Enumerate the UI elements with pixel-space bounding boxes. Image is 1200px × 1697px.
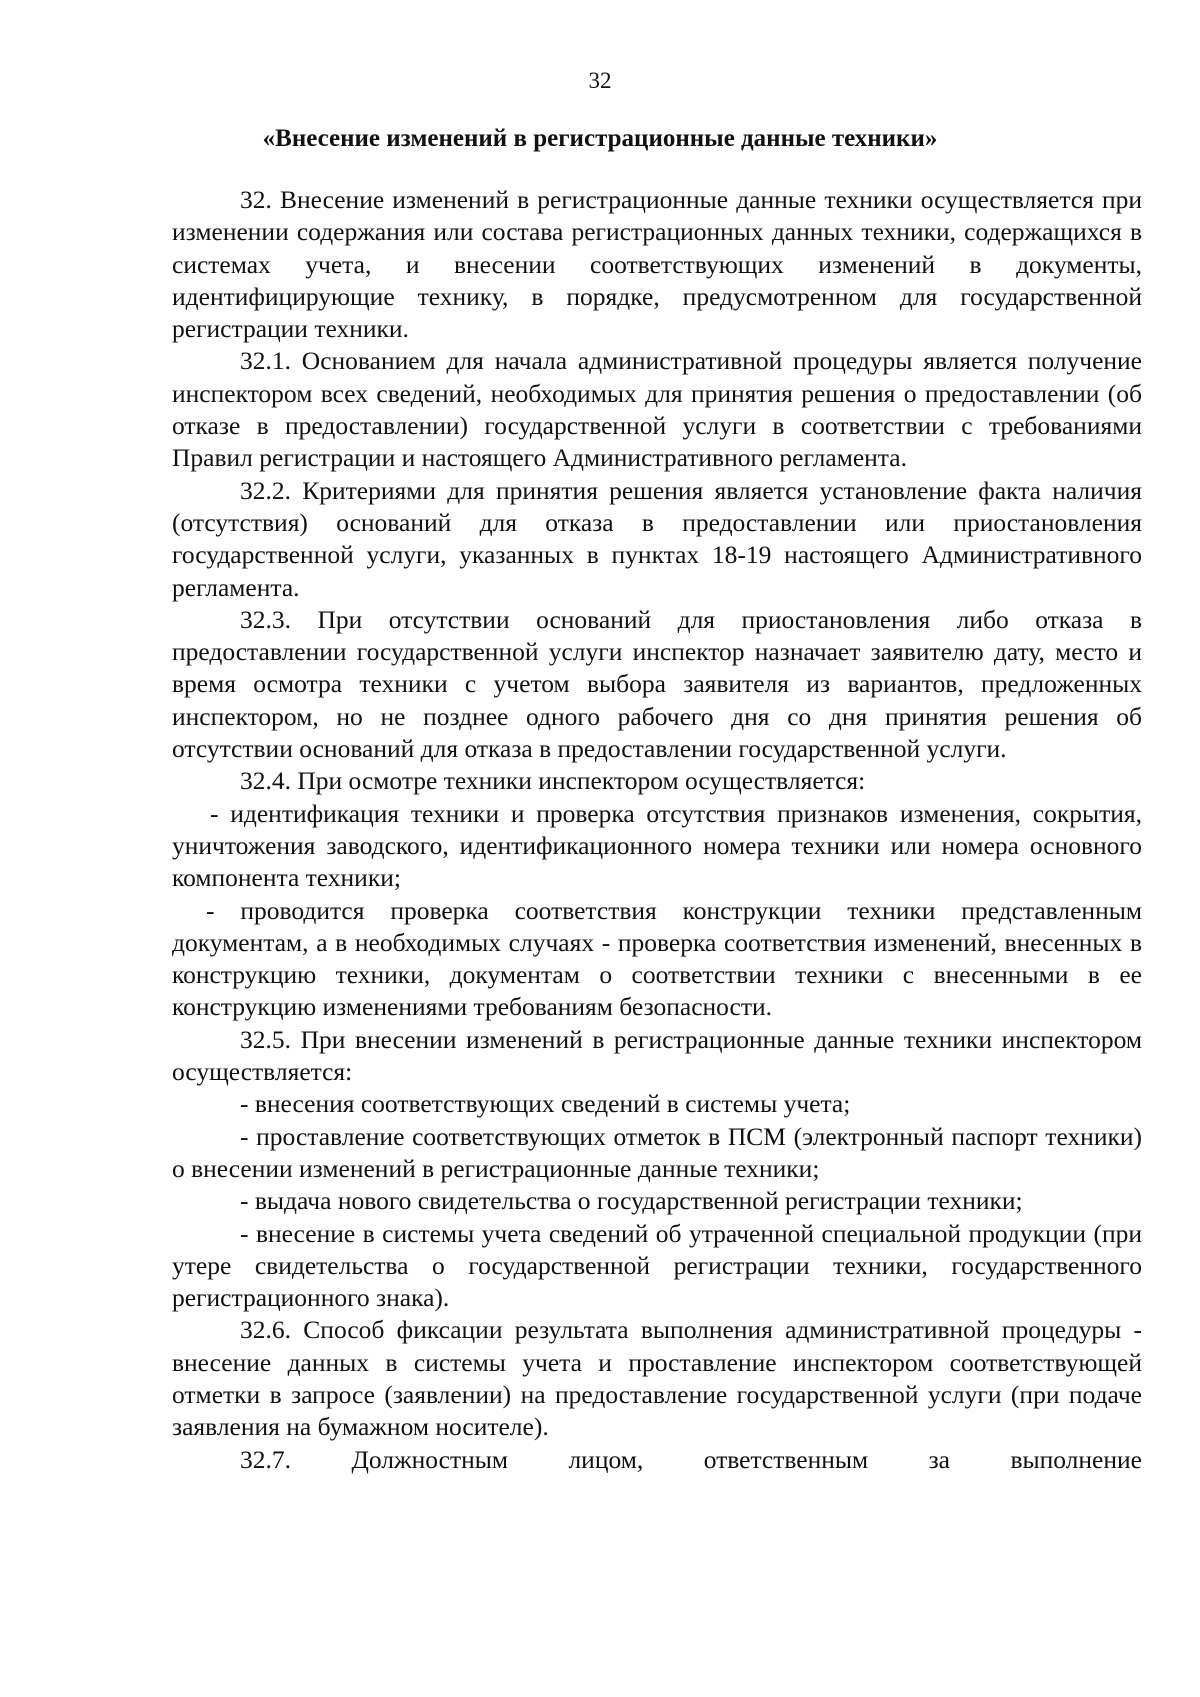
page-title: «Внесение изменений в регистрационные данные техники» [262,125,938,152]
list-item: - выдача нового свидетельства о государственной регистрации техники; [240,1186,1023,1216]
paragraph-32-2: 32.2. Критериями для принятия решения является установление факта наличия (отсутствия) оснований для отказа в предоставлении или приостановления государственной услуги, указанных в пунктах 18-19 настоящего Административного регламента. [172,475,1142,602]
paragraph-32-7: 32.7. Должностным лицом, ответственным за выполнение [240,1444,1142,1474]
list-item: - внесение в системы учета сведений об утраченной специальной продукции (при утере свидетельства о государственной регистрации техники, государственного регистрационного знака). [172,1218,1142,1313]
paragraph-32-3: 32.3. При отсутствии оснований для приостановления либо отказа в предоставлении государственной услуги инспектор назначает заявителю дату, место и время осмотра техники с учетом выбора заявителя из вариантов, предложенных инспектором, но не позднее одного рабочего дня со дня принятия решения об отсутствии оснований для отказа в предоставлении государственной услуги. [172,604,1142,764]
page-number: 32 [588,68,612,93]
paragraph-32-5: 32.5. При внесении изменений в регистрационные данные техники инспектором осуществляется: [172,1024,1142,1087]
list-item: - идентификация техники и проверка отсутствия признаков изменения, сокрытия, уничтожения заводского, идентификационного номера техники или номера основного компонента техники; [172,798,1142,893]
paragraph-32-4: 32.4. При осмотре техники инспектором осуществляется: [240,766,866,796]
document-body [172,184,1142,1476]
paragraph-32-1: 32.1. Основанием для начала административной процедуры является получение инспектором всех сведений, необходимых для принятия решения о предоставлении (об отказе в предоставлении) государственной услуги в соответствии с требованиями Правил регистрации и настоящего Административного регламента. [172,346,1142,473]
list-item: - проводится проверка соответствия конструкции техники представленным документам, а в необходимых случаях - проверка соответствия изменений, внесенных в конструкцию техники, документам о соответствии техники с внесенными в ее конструкцию изменениями требованиям безопасности. [172,895,1142,1022]
list-item: - проставление соответствующих отметок в ПСМ (электронный паспорт техники) о внесении изменений в регистрационные данные техники; [172,1121,1142,1183]
paragraph-32-6: 32.6. Способ фиксации результата выполнения административной процедуры - внесение данных в системы учета и проставление инспектором соответствующей отметки в запросе (заявлении) на предоставление государственной услуги (при подаче заявления на бумажном носителе). [172,1315,1142,1442]
list-item: - внесения соответствующих сведений в системы учета; [240,1089,851,1119]
paragraph-32: 32. Внесение изменений в регистрационные данные техники осуществляется при изменении содержания или состава регистрационных данных техники, содержащихся в системах учета, и внесении соответствующих изменений в документы, идентифицирующие технику, в порядке, предусмотренном для государственной регистрации техники. [172,185,1142,344]
